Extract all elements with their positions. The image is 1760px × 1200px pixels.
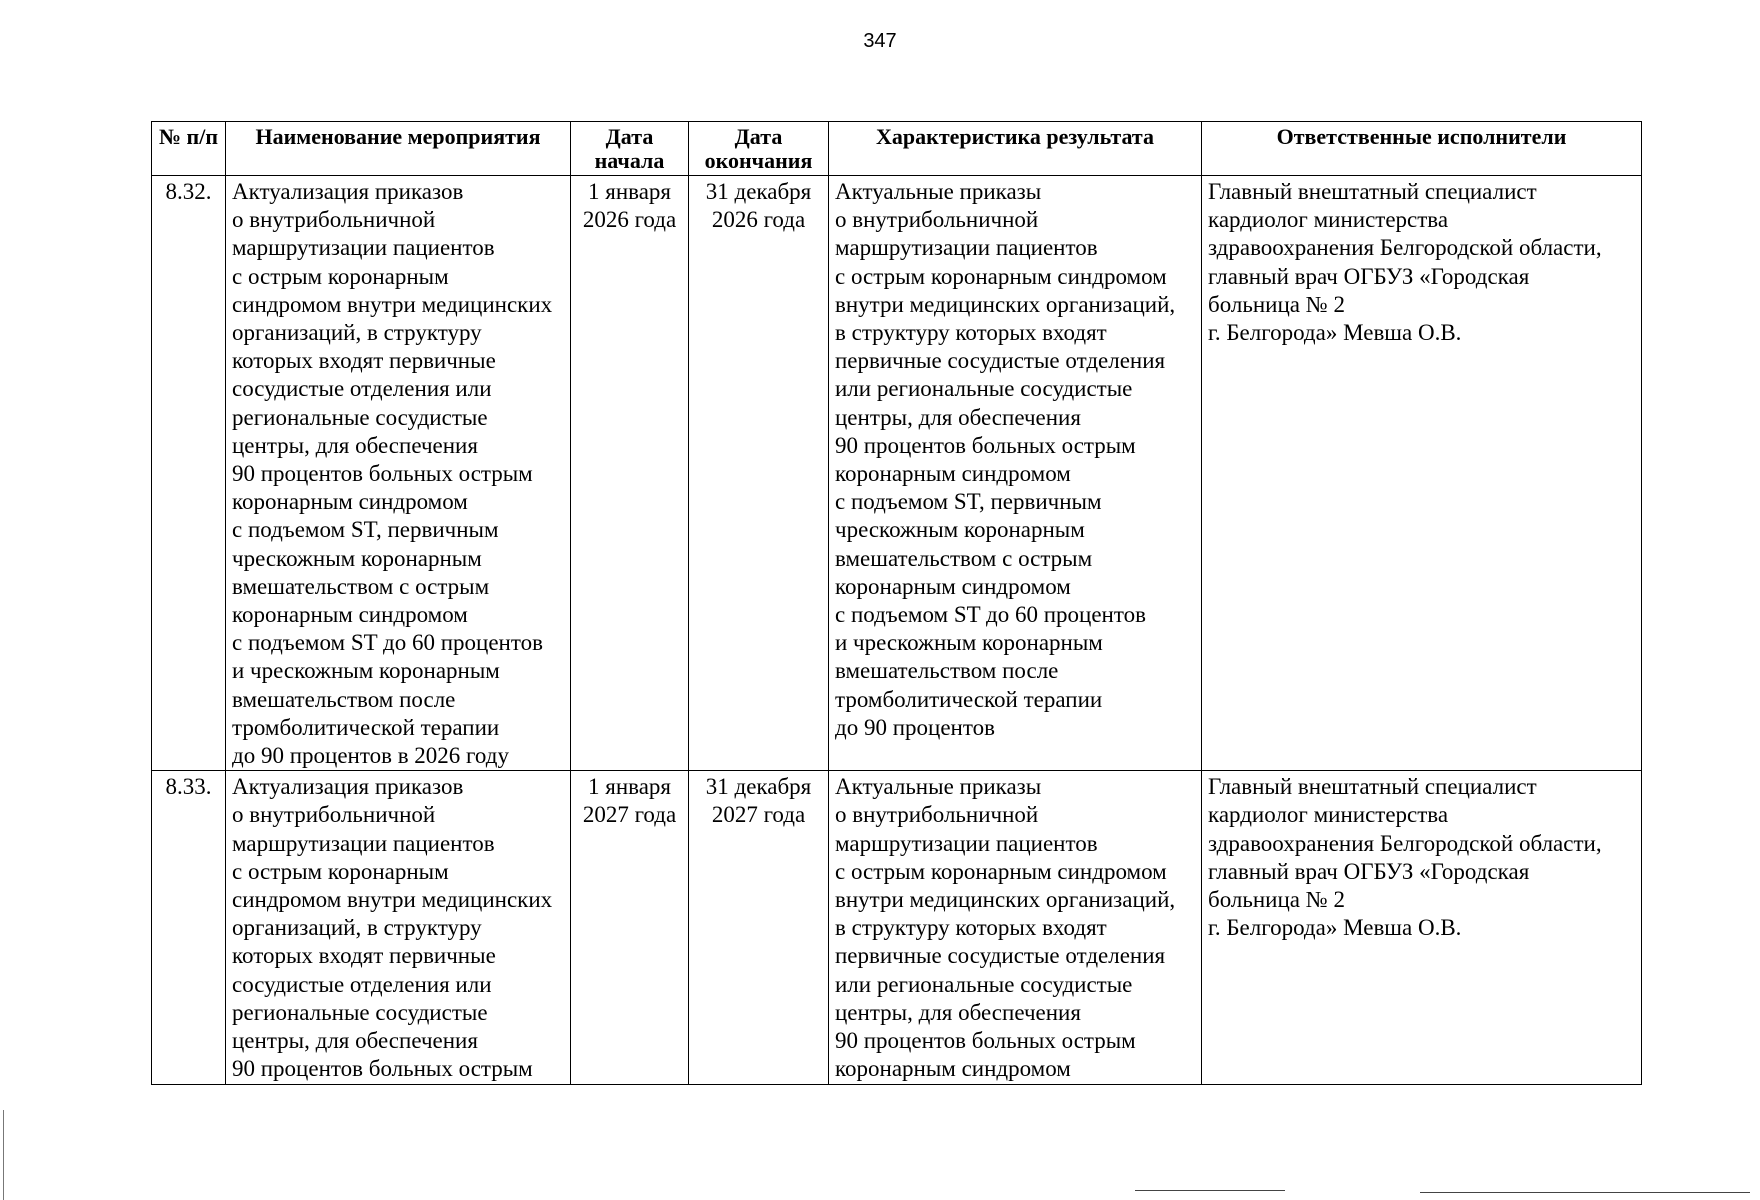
text-line: и чрескожным коронарным: [835, 630, 1103, 656]
text-line: тромболитической терапии: [835, 686, 1103, 712]
text-line: первичные сосудистые отделения: [835, 348, 1166, 374]
text-line: региональные сосудистые: [232, 404, 488, 430]
text-line: коронарным синдромом: [232, 602, 468, 628]
text-line: сосудистые отделения или: [232, 971, 492, 997]
event-name-cell: [226, 771, 571, 1084]
header-start-date: Дата начала: [571, 122, 689, 176]
text-line: вмешательством после: [835, 658, 1059, 684]
text-line: маршрутизации пациентов: [232, 235, 495, 261]
responsible-cell: [1202, 176, 1642, 771]
text-line: с подъемом ST до 60 процентов: [835, 602, 1146, 628]
page-number: 347: [863, 30, 897, 52]
row-number: 8.33.: [152, 771, 226, 1084]
text-line: вмешательством с острым: [232, 573, 490, 599]
text-line: до 90 процентов в 2026 году: [232, 743, 509, 769]
text-line: с острым коронарным синдромом: [835, 263, 1167, 289]
text-line: о внутрибольничной: [232, 207, 436, 233]
text-line: 2026 года: [582, 207, 677, 233]
text-line: кардиолог министерства: [1208, 207, 1449, 233]
row-number: 8.32.: [152, 176, 226, 771]
text-line: региональные сосудистые: [232, 999, 488, 1025]
text-line: главный врач ОГБУЗ «Городская: [1208, 858, 1530, 884]
text-line: с острым коронарным: [232, 263, 449, 289]
text-line: больница № 2: [1208, 291, 1345, 317]
text-line: коронарным синдромом: [835, 573, 1071, 599]
event-name-cell: [226, 176, 571, 771]
header-responsible: Ответственные исполнители: [1202, 122, 1642, 176]
table-row: [152, 771, 1642, 1084]
text-line: больница № 2: [1208, 887, 1345, 913]
text-line: 90 процентов больных острым: [835, 432, 1136, 458]
text-line: организаций, в структуру: [232, 915, 482, 941]
text-line: с острым коронарным синдромом: [835, 858, 1167, 884]
text-line: 2026 года: [711, 207, 806, 233]
text-line: первичные сосудистые отделения: [835, 943, 1166, 969]
result-cell: [829, 176, 1202, 771]
table-row: [152, 176, 1642, 771]
text-line: коронарным синдромом: [835, 461, 1071, 487]
text-line: тромболитической терапии: [232, 714, 500, 740]
table-header-row: [152, 122, 1642, 176]
scan-artifact-edge: [3, 1110, 4, 1200]
text-line: главный врач ОГБУЗ «Городская: [1208, 263, 1530, 289]
text-line: здравоохранения Белгородской области,: [1208, 830, 1602, 856]
header-end-date: Дата окончания: [689, 122, 829, 176]
text-line: 1 января: [588, 774, 671, 800]
text-line: с подъемом ST до 60 процентов: [232, 630, 543, 656]
text-line: о внутрибольничной: [835, 207, 1039, 233]
text-line: до 90 процентов: [835, 714, 995, 740]
text-line: или региональные сосудистые: [835, 971, 1133, 997]
text-line: г. Белгорода» Мевша О.В.: [1208, 320, 1462, 346]
text-line: 31 декабря: [705, 179, 812, 204]
text-line: маршрутизации пациентов: [835, 235, 1098, 261]
text-line: и чрескожным коронарным: [232, 658, 500, 684]
text-line: центры, для обеспечения: [232, 432, 478, 458]
start-date-cell: [571, 176, 689, 771]
responsible-cell: [1202, 771, 1642, 1084]
text-line: 31 декабря: [705, 774, 812, 800]
text-line: вмешательством после: [232, 686, 456, 712]
text-line: с острым коронарным: [232, 858, 449, 884]
text-line: Главный внештатный специалист: [1208, 179, 1537, 204]
text-line: которых входят первичные: [232, 348, 496, 374]
text-line: 2027 года: [711, 802, 806, 828]
plan-table: [151, 121, 1642, 1085]
text-line: 1 января: [588, 179, 671, 204]
header-number: № п/п: [152, 122, 226, 176]
text-line: Главный внештатный специалист: [1208, 774, 1537, 800]
text-line: Актуализация приказов: [232, 774, 464, 800]
text-line: или региональные сосудистые: [835, 376, 1133, 402]
text-line: г. Белгорода» Мевша О.В.: [1208, 915, 1462, 941]
text-line: с подъемом ST, первичным: [835, 489, 1102, 515]
text-line: коронарным синдромом: [835, 1056, 1071, 1082]
text-line: о внутрибольничной: [232, 802, 436, 828]
text-line: 2027 года: [582, 802, 677, 828]
start-date-cell: [571, 771, 689, 1084]
result-cell: [829, 771, 1202, 1084]
scan-artifact-line: [1420, 1192, 1750, 1193]
text-line: с подъемом ST, первичным: [232, 517, 499, 543]
text-line: 90 процентов больных острым: [835, 1028, 1136, 1054]
text-line: в структуру которых входят: [835, 915, 1107, 941]
text-line: коронарным синдромом: [232, 489, 468, 515]
text-line: внутри медицинских организаций,: [835, 291, 1176, 317]
text-line: чрескожным коронарным: [232, 545, 482, 571]
end-date-cell: [689, 771, 829, 1084]
text-line: кардиолог министерства: [1208, 802, 1449, 828]
text-line: маршрутизации пациентов: [232, 830, 495, 856]
text-line: маршрутизации пациентов: [835, 830, 1098, 856]
header-event-name: Наименование мероприятия: [226, 122, 571, 176]
text-line: внутри медицинских организаций,: [835, 887, 1176, 913]
header-result: Характеристика результата: [829, 122, 1202, 176]
text-line: Актуальные приказы: [835, 774, 1042, 800]
text-line: организаций, в структуру: [232, 320, 482, 346]
text-line: 90 процентов больных острым: [232, 461, 533, 487]
text-line: Актуализация приказов: [232, 179, 464, 204]
text-line: которых входят первичные: [232, 943, 496, 969]
text-line: Актуальные приказы: [835, 179, 1042, 204]
text-line: синдромом внутри медицинских: [232, 887, 553, 913]
text-line: вмешательством с острым: [835, 545, 1093, 571]
text-line: в структуру которых входят: [835, 320, 1107, 346]
text-line: чрескожным коронарным: [835, 517, 1085, 543]
text-line: центры, для обеспечения: [835, 404, 1081, 430]
text-line: здравоохранения Белгородской области,: [1208, 235, 1602, 261]
scan-artifact-line: [1135, 1190, 1285, 1191]
text-line: сосудистые отделения или: [232, 376, 492, 402]
end-date-cell: [689, 176, 829, 771]
text-line: синдромом внутри медицинских: [232, 291, 553, 317]
text-line: центры, для обеспечения: [232, 1028, 478, 1054]
text-line: центры, для обеспечения: [835, 999, 1081, 1025]
text-line: о внутрибольничной: [835, 802, 1039, 828]
text-line: 90 процентов больных острым: [232, 1056, 533, 1082]
